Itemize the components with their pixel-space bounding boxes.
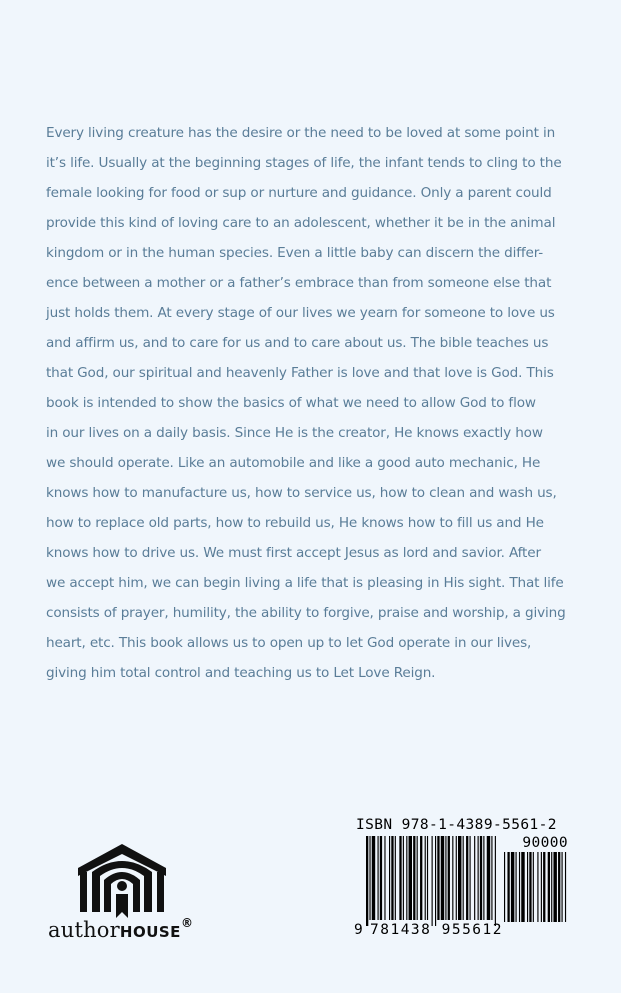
barcode-bar <box>409 836 412 920</box>
barcode-bar <box>448 836 450 920</box>
publisher-wordmark: authorHOUSE® <box>48 916 194 942</box>
blurb-line: just holds them. At every stage of our lives we yearn for someone to love us <box>46 305 555 321</box>
blurb-line: it’s life. Usually at the beginning stages of life, the infant tends to cling to the <box>46 155 562 171</box>
blurb-line: how to replace old parts, how to rebuild us, He knows how to fill us and He <box>46 515 544 531</box>
blurb-line: knows how to drive us. We must first accept Jesus as lord and savior. After <box>46 545 541 561</box>
barcode-bar <box>478 836 479 920</box>
barcode-bar <box>537 852 538 922</box>
ean-lead-digit: 9 <box>354 922 363 938</box>
barcode-bar <box>562 852 563 922</box>
barcode-bar <box>466 836 468 920</box>
barcode-bar <box>413 836 415 920</box>
barcode-bar <box>441 836 444 920</box>
barcode-bar <box>487 836 490 920</box>
barcode-bar <box>378 836 379 920</box>
barcode-bar <box>395 836 396 920</box>
barcode-bar <box>456 836 457 920</box>
barcode-bar <box>527 852 528 922</box>
barcode-bar <box>541 852 542 922</box>
blurb-line: and affirm us, and to care for us and to care about us. The bible teaches us <box>46 335 549 351</box>
barcode-bar <box>529 852 531 922</box>
barcode-bar <box>369 836 370 920</box>
blurb-line: female looking for food or sup or nurture and guidance. Only a parent could <box>46 185 552 201</box>
blurb-line: heart, etc. This book allows us to open up to let God operate in our lives, <box>46 635 532 651</box>
barcode-bar <box>565 852 566 922</box>
barcode-bar <box>504 852 505 922</box>
blurb-line: consists of prayer, humility, the ability to forgive, praise and worship, a giving <box>46 605 566 621</box>
barcode-bar <box>548 852 550 922</box>
barcode-bar <box>521 852 524 922</box>
back-cover-blurb <box>46 118 576 688</box>
barcode-bar <box>483 836 484 920</box>
barcode-bar <box>417 836 418 920</box>
barcode-bar <box>474 836 475 920</box>
barcode-bar <box>507 852 509 922</box>
blurb-line: book is intended to show the basics of what we need to allow God to flow <box>46 395 536 411</box>
isbn-label: ISBN 978-1-4389-5561-2 <box>356 817 557 833</box>
isbn-barcode <box>352 816 572 942</box>
barcode-bar <box>452 836 453 920</box>
barcode-bar <box>420 836 422 920</box>
blurb-line: we accept him, we can begin living a life that is pleasing in His sight. That life <box>46 575 564 591</box>
barcode-bar <box>519 852 520 922</box>
barcode-bar <box>458 836 461 920</box>
blurb-line: that God, our spiritual and heavenly Father is love and that love is God. This <box>46 365 554 381</box>
barcode-bar <box>427 836 428 920</box>
barcode-bar <box>403 836 404 920</box>
barcode-bar <box>437 836 439 920</box>
barcode-bar <box>533 852 534 922</box>
barcode-bar <box>384 836 385 920</box>
blurb-line: in our lives on a daily basis. Since He is the creator, He knows exactly how <box>46 425 543 441</box>
publisher-logo <box>48 842 218 952</box>
barcode-bar <box>445 836 446 920</box>
barcode-bar <box>432 836 433 926</box>
barcode-bar <box>399 836 401 920</box>
barcode-bar <box>553 852 556 922</box>
barcode-bar <box>380 836 382 920</box>
blurb-line: kingdom or in the human species. Even a little baby can discern the differ- <box>46 245 544 261</box>
barcode-bar <box>425 836 426 920</box>
barcode-bar <box>463 836 464 920</box>
barcode-bar <box>391 836 393 920</box>
blurb-line: giving him total control and teaching us to Let Love Reign. <box>46 665 436 681</box>
barcode-bar <box>495 836 496 926</box>
barcode-bar <box>435 836 436 926</box>
barcode-bar <box>372 836 375 920</box>
barcode-bar <box>543 852 545 922</box>
barcode-bar <box>406 836 407 920</box>
blurb-line: knows how to manufacture us, how to service us, how to clean and wash us, <box>46 485 557 501</box>
barcode-bar <box>558 852 560 922</box>
blurb-line: Every living creature has the desire or the need to be loved at some point in <box>46 125 556 141</box>
blurb-line: provide this kind of loving care to an adolescent, whether it be in the animal <box>46 215 556 231</box>
ean-digits: 781438 955612 <box>370 922 503 938</box>
barcode-bar <box>491 836 492 920</box>
price-code: 90000 <box>522 835 568 851</box>
barcode-bar <box>551 852 552 922</box>
barcode-bar <box>389 836 390 920</box>
blurb-line: ence between a mother or a father’s embrace than from someone else that <box>46 275 552 291</box>
blurb-line: we should operate. Like an automobile and like a good auto mechanic, He <box>46 455 541 471</box>
barcode-bar <box>516 852 517 922</box>
barcode-bar <box>511 852 514 922</box>
authorhouse-house-logo-icon <box>76 842 168 918</box>
barcode-bar <box>480 836 482 920</box>
barcode-bar <box>366 836 368 926</box>
barcode-bar <box>470 836 471 920</box>
